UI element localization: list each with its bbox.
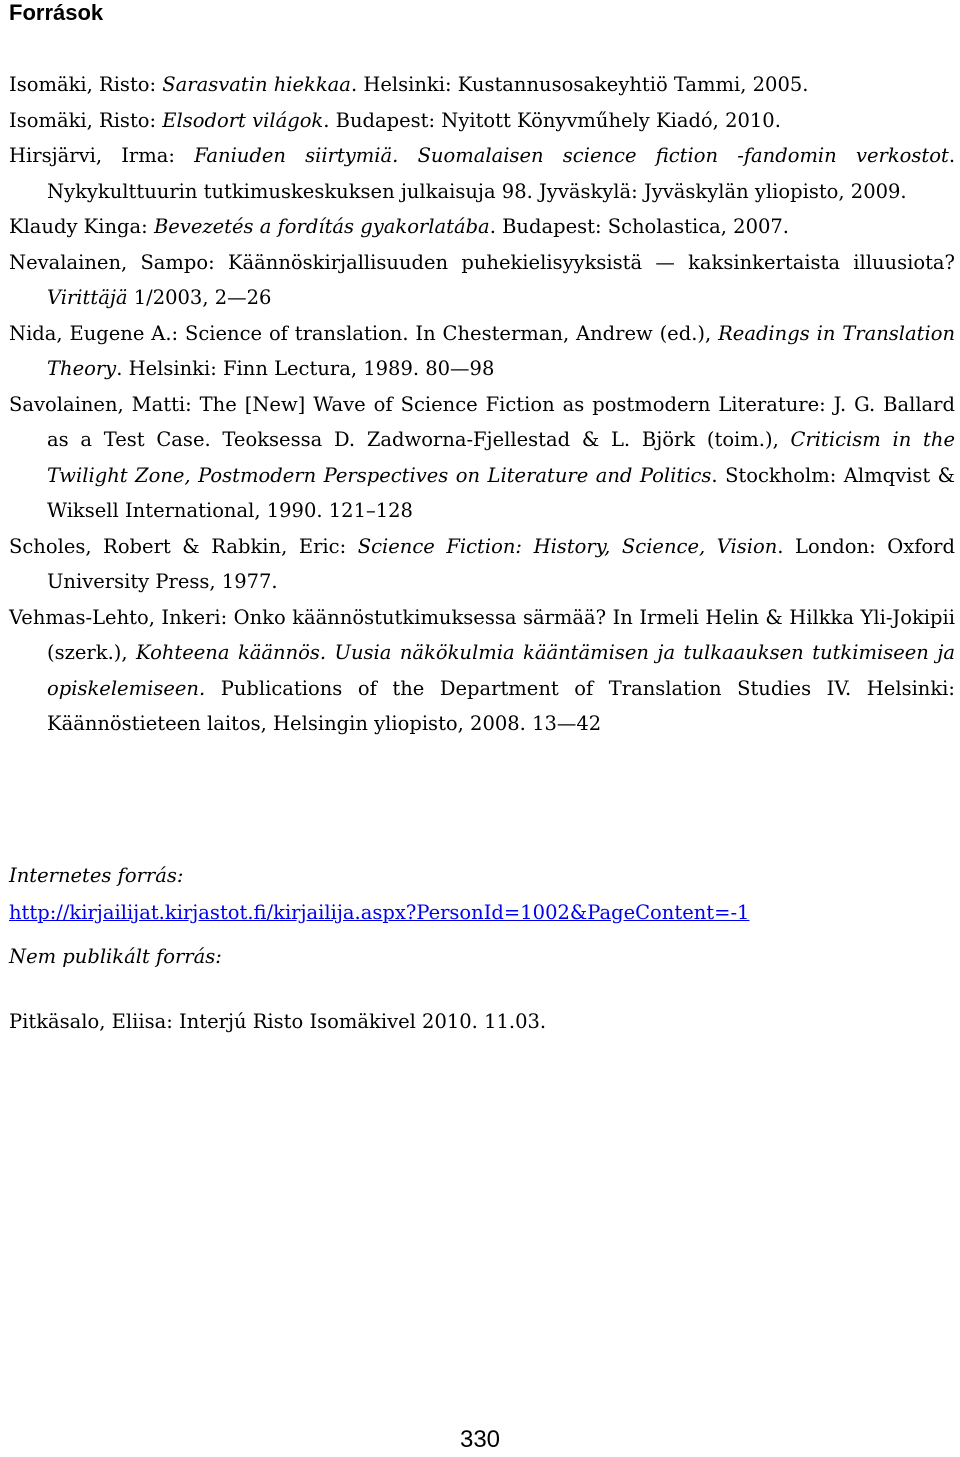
reference-item [9, 245, 955, 316]
ref-title: Bevezetés a fordítás gyakorlatába [153, 215, 490, 238]
ref-author: Isomäki, Risto: [9, 108, 163, 132]
unpublished-source-text: Pitkäsalo, Eliisa: Interjú Risto Isomäkivel 2010. 11.03. [9, 1010, 547, 1033]
ref-author: Klaudy Kinga: [9, 215, 154, 238]
unpublished-source-label: Nem publikált forrás: [9, 945, 222, 968]
reference-item [9, 316, 955, 387]
ref-author: Savolainen, Matti: The [New] Wave of Science Fiction as postmodern Literature: J. G. Ballard as a Test Case. Teoksessa D. Zadworna-Fjellestad & L. Björk (toim.), [9, 392, 955, 451]
ref-title: Virittäjä [47, 286, 128, 309]
ref-publisher: . London: Oxford University Press, 1977. [47, 534, 955, 593]
internet-source-link-row [9, 900, 749, 926]
ref-author: Isomäki, Risto: [9, 73, 163, 96]
reference-item [9, 529, 955, 600]
ref-title: Faniuden siirtymiä. Suomalaisen science fiction -fandomin verkostot [194, 144, 949, 167]
reference-item [9, 387, 955, 529]
ref-author: Nevalainen, Sampo: Käännöskirjallisuuden puhekielisyyksistä — kaksinkertaista illuusiota? [9, 250, 955, 274]
ref-publisher: . Budapest: Scholastica, 2007. [489, 215, 790, 238]
section-heading: Források [9, 0, 104, 25]
reference-list [9, 67, 955, 742]
ref-publisher: . Helsinki: Finn Lectura, 1989. 80—98 [116, 357, 495, 380]
page-number: 330 [459, 1426, 501, 1453]
ref-publisher: Publications of the Department of Translation Studies IV. Helsinki: Käännöstieteen laitos, Helsingin yliopisto, 2008. 13—42 [47, 676, 955, 735]
ref-author: Nida, Eugene A.: Science of translation. In Chesterman, Andrew (ed.), [9, 321, 719, 345]
ref-title: Readings in Translation Theory [47, 321, 956, 380]
ref-title: Elsodort világok [162, 108, 324, 132]
ref-title: Kohteena käännös. Uusia näkökulmia kääntämisen ja tulkaauksen tutkimiseen ja opiskelemiseen. [47, 641, 955, 700]
ref-author: Scholes, Robert & Rabkin, Eric: [9, 534, 358, 558]
ref-publisher: . Budapest: Nyitott Könyvműhely Kiadó, 2010. [323, 108, 781, 132]
internet-source-link[interactable]: http://kirjailijat.kirjastot.fi/kirjailija.aspx?PersonId=1002&PageContent=-1 [9, 901, 750, 924]
ref-author: Hirsjärvi, Irma: [9, 144, 195, 167]
reference-item [9, 600, 955, 742]
ref-title: Sarasvatin hiekkaa [162, 73, 351, 96]
ref-publisher: . Helsinki: Kustannusosakeyhtiö Tammi, 2005. [350, 73, 809, 96]
ref-publisher: . Nykykulttuurin tutkimuskeskuksen julkaisuja 98. Jyväskylä: Jyväskylän yliopisto, 2009. [47, 144, 956, 203]
reference-item [9, 209, 955, 245]
ref-publisher: 1/2003, 2—26 [127, 286, 272, 309]
ref-title: Criticism in the Twilight Zone, Postmodern Perspectives on Literature and Politics [47, 428, 955, 487]
ref-title: Science Fiction: History, Science, Vision [357, 534, 778, 558]
reference-item [9, 103, 955, 139]
ref-publisher: . Stockholm: Almqvist & Wiksell International, 1990. 121–128 [47, 463, 955, 522]
ref-author: Vehmas-Lehto, Inkeri: Onko käännöstutkimuksessa särmää? In Irmeli Helin & Hilkka Yli-Jokipii (szerk.), [9, 605, 955, 664]
internet-source-label: Internetes forrás: [9, 864, 184, 887]
reference-item [9, 67, 955, 103]
reference-item [9, 138, 955, 209]
